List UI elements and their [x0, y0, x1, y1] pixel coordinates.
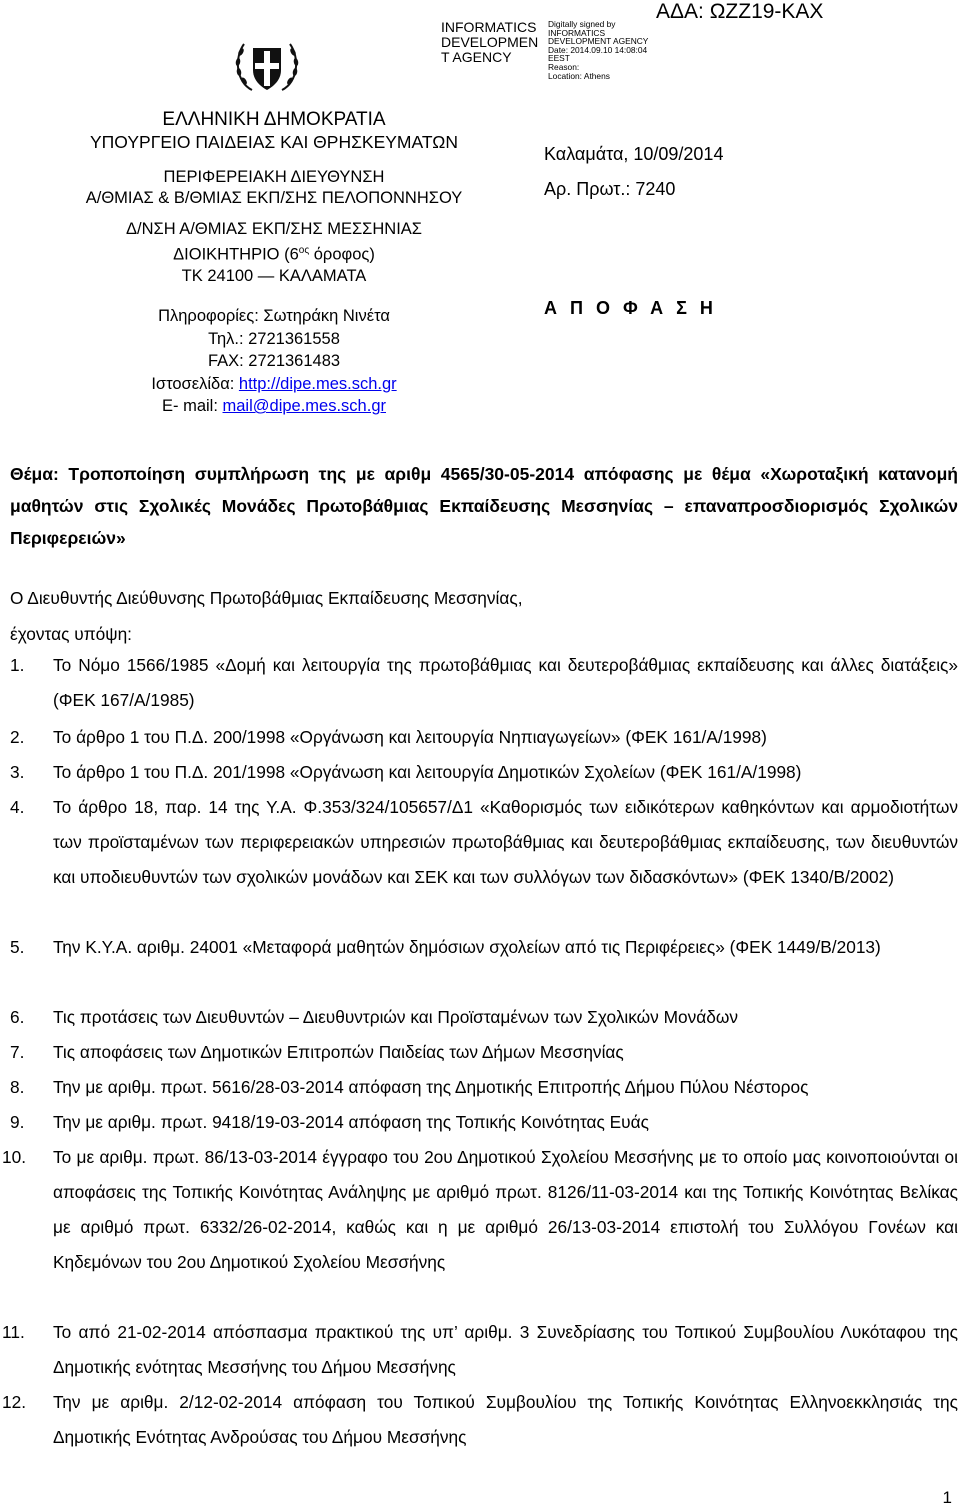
considerations-list — [2, 648, 958, 1468]
signature-signer — [441, 20, 549, 65]
contact-phone: Τηλ.: 2721361558 — [208, 329, 340, 348]
signature-detail: EEST — [548, 53, 570, 64]
list-item: 11. Το από 21-02-2014 απόσπασμα πρακτικού της υπ’ αριθμ. 3 Συνεδρίασης του Τοπικού Συμβουλίου Λυκόταφου της Δημοτικής ενότητας Μεσσήνης του Δήμου Μεσσήνης — [2, 1322, 958, 1377]
signer-line: T AGENCY — [441, 49, 512, 65]
list-item: 5. Την Κ.Υ.Α. αριθμ. 24001 «Μεταφορά μαθητών δημόσιων σχολείων από τις Περιφέρειες» (ΦΕΚ 1449/Β/2013) — [10, 937, 881, 957]
director-line: Ο Διευθυντής Διεύθυνσης Πρωτοβάθμιας Εκπαίδευσης Μεσσηνίας, — [10, 588, 523, 608]
list-item: 6. Τις προτάσεις των Διευθυντών – Διευθυντριών και Προϊσταμένων των Σχολικών Μονάδων — [10, 1007, 738, 1027]
decision-title: Α Π Ο Φ Α Σ Η — [544, 298, 717, 318]
ada-code: ΑΔΑ: ΩΖΖ19-ΚΑΧ — [656, 0, 824, 23]
signature-details — [548, 20, 668, 80]
list-item: 12. Την με αριθμ. 2/12-02-2014 απόφαση του Τοπικού Συμβουλίου της Τοπικής Κοινότητας Ελληνοεκκλησιάς της Δημοτικής Ενότητας Ανδρούσας του Δήμου Μεσσήνης — [2, 1392, 958, 1447]
subject: Θέμα: Τροποποίηση συμπλήρωση της με αριθμ 4565/30-05-2014 απόφασης με θέμα «Χωροταξική κατανομή μαθητών στις Σχολικές Μονάδες Πρωτοβάθμιας Εκπαίδευσης Μεσσηνίας – επαναπροσδιορισμός Σχολικών Περιφερειών» — [10, 464, 958, 548]
list-item: 10. Το με αριθμ. πρωτ. 86/13-03-2014 έγγραφο του 2ου Δημοτικού Σχολείου Μεσσήνης με το οποίο μας κοινοποιούνται οι αποφάσεις της Τοπικής Κοινότητας Ανάληψης με αριθμό πρωτ. 8126/11-03-2014 και της Τοπικής Κοινότητας Βελίκας με αριθμό πρωτ. 6332/26-02-2014, καθώς και η με αριθμό 26/13-03-2014 επιστολή του Συλλόγου Γονέων και Κηδεμόνων του 2ου Δημοτικού Σχολείου Μεσσήνης — [2, 1147, 958, 1272]
list-item: 3. Το άρθρο 1 του Π.Δ. 201/1998 «Οργάνωση και λειτουργία Δημοτικών Σχολείων (ΦΕΚ 161/Α/1998) — [10, 762, 802, 782]
contact-fax: FAX: 2721361483 — [207, 352, 341, 370]
signature-detail: Digitally signed by — [548, 19, 616, 29]
header-contact: Πληροφορίες: Σωτηράκη Νινέτα Τηλ.: 2721361558 FAX: 2721361483 Ιστοσελίδα: http://dipe.mes.sch.gr E- mail: mail@dipe.mes.sch.gr — [0, 305, 548, 418]
signer-line: DEVELOPMEN — [441, 34, 539, 50]
header-directorate: Δ/ΝΣΗ Α/ΘΜΙΑΣ ΕΚΠ/ΣΗΣ ΜΕΣΣΗΝΙΑΣ ΔΙΟΙΚΗΤΗΡΙΟ ($6^{o\varsigma}$ όροφος) ΤΚ 24100 — ΚΑΛΑΜΑΤΑ — [125, 220, 423, 285]
website-link[interactable]: http://dipe.mes.sch.gr — [238, 374, 397, 393]
header-regional: ΠΕΡΙΦΕΡΕΙΑΚΗ ΔΙΕΥΘΥΝΣΗ Α/ΘΜΙΑΣ & Β/ΘΜΙΑΣ ΕΚΠ/ΣΗΣ ΠΕΛΟΠΟΝΝΗΣΟΥ — [85, 168, 463, 207]
list-item: 1. Το Νόμο 1566/1985 «Δομή και λειτουργία της πρωτοβάθμιας και δευτεροβάθμιας εκπαίδευσης και άλλες διατάξεις» (ΦΕΚ 167/Α/1985) — [10, 655, 958, 710]
signature-detail: Date: 2014.09.10 14:08:04 — [548, 44, 648, 55]
signature-detail: INFORMATICS — [548, 27, 606, 38]
signer-line: INFORMATICS — [441, 19, 537, 35]
list-item: 7. Τις αποφάσεις των Δημοτικών Επιτροπών Παιδείας των Δήμων Μεσσηνίας — [10, 1042, 624, 1062]
list-item: 9. Την με αριθμ. πρωτ. 9418/19-03-2014 απόφαση της Τοπικής Κοινότητας Ευάς — [10, 1112, 649, 1132]
list-item: 8. Την με αριθμ. πρωτ. 5616/28-03-2014 απόφαση της Δημοτικής Επιτροπής Δήμου Πύλου Νέστορος — [10, 1077, 809, 1097]
header-ministry: ΥΠΟΥΡΓΕΙΟ ΠΑΙΔΕΙΑΣ ΚΑΙ ΘΡΗΣΚΕΥΜΑΤΩΝ — [90, 132, 458, 152]
header-republic: ΕΛΛΗΝΙΚΗ ΔΗΜΟΚΡΑΤΙΑ — [162, 109, 386, 130]
signature-detail: Reason: — [548, 61, 580, 72]
considering-label: έχοντας υπόψη: — [10, 624, 132, 644]
email-link[interactable]: mail@dipe.mes.sch.gr — [222, 397, 386, 415]
signature-detail: DEVELOPMENT AGENCY — [548, 36, 649, 47]
protocol-number: Αρ. Πρωτ.: 7240 — [544, 179, 676, 199]
greek-emblem-icon — [232, 38, 302, 96]
page-number: 1 — [942, 1488, 952, 1507]
list-item: 2. Το άρθρο 1 του Π.Δ. 200/1998 «Οργάνωση και λειτουργία Νηπιαγωγείων» (ΦΕΚ 161/Α/1998) — [10, 727, 767, 747]
list-item: 4. Το άρθρο 18, παρ. 14 της Υ.Α. Φ.353/324/105657/Δ1 «Καθορισμός των ειδικότερων καθηκόντων και αρμοδιοτήτων των προϊσταμένων των περιφερειακών υπηρεσιών πρωτοβάθμιας και δευτεροβάθμιας εκπαίδευσης, των διευθυντών και υποδιευθυντών των σχολικών μονάδων και ΣΕΚ και των συλλόγων των διδασκόντων» (ΦΕΚ 1340/Β/2002) — [10, 797, 958, 887]
contact-info: Πληροφορίες: Σωτηράκη Νινέτα — [158, 307, 390, 325]
place-date: Καλαμάτα, 10/09/2014 — [544, 144, 724, 164]
signature-detail: Location: Athens — [548, 70, 610, 81]
